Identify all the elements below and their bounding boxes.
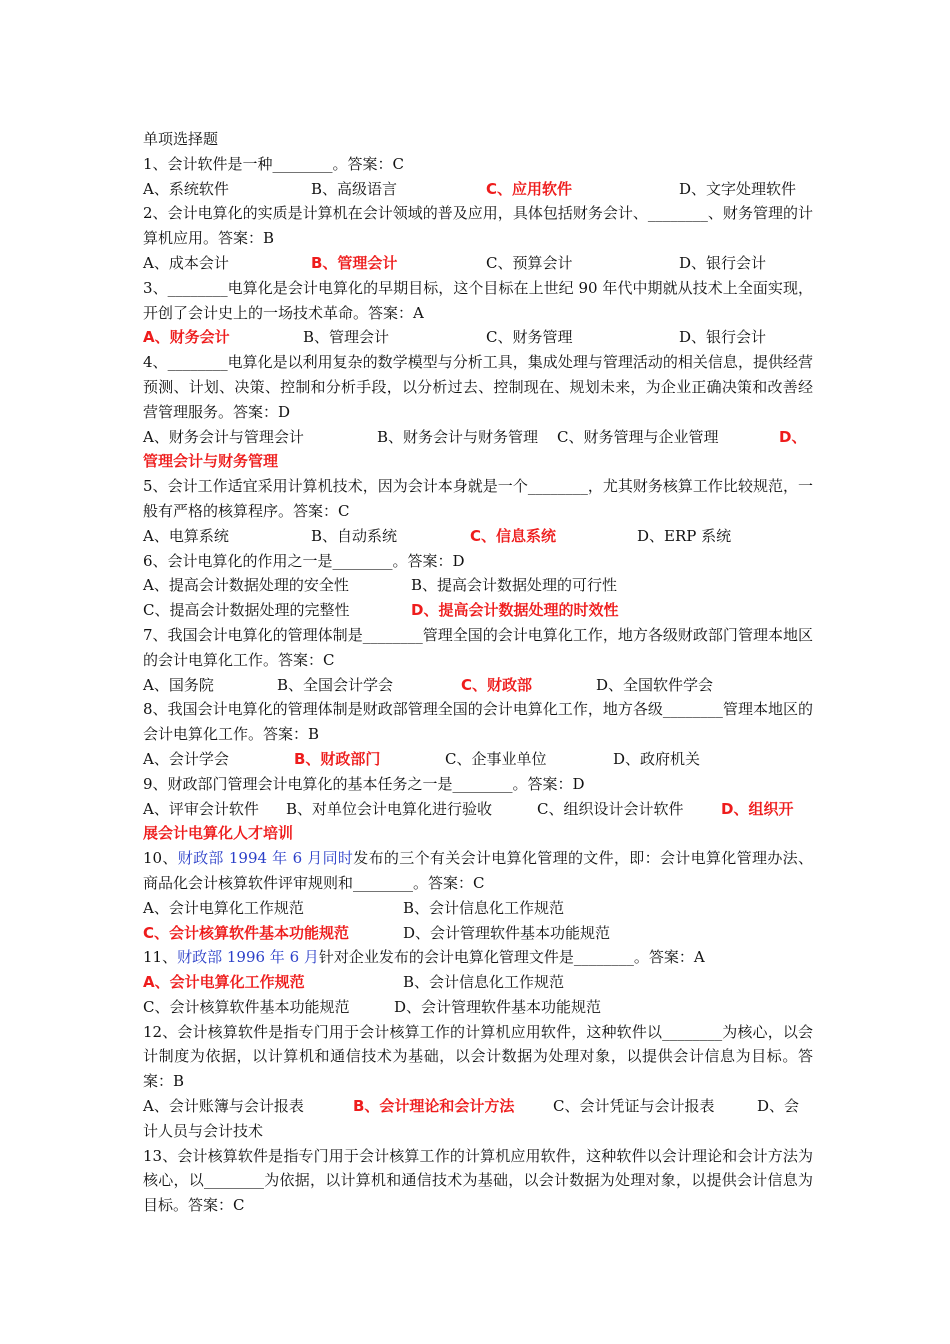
question-1-stem: 1、会计软件是一种________。答案：C bbox=[143, 154, 405, 173]
q10-option-d: D、会计管理软件基本功能规范 bbox=[403, 923, 611, 942]
question-10-options-row2 bbox=[143, 921, 813, 946]
q6-option-b: B、提高会计数据处理的可行性 bbox=[411, 576, 618, 595]
q8-option-d: D、政府机关 bbox=[613, 749, 701, 768]
q2-option-a: A、成本会计 bbox=[143, 253, 229, 272]
document-page bbox=[143, 127, 813, 1218]
q10-option-a: A、会计电算化工作规范 bbox=[143, 898, 304, 917]
question-2-options bbox=[143, 251, 813, 276]
q5-option-a: A、电算系统 bbox=[143, 526, 229, 545]
q3-option-a-answer: A、财务会计 bbox=[143, 328, 230, 347]
question-6-options-row1 bbox=[143, 573, 813, 598]
q3-option-c: C、财务管理 bbox=[486, 328, 573, 347]
question-5-options bbox=[143, 524, 813, 549]
question-10-options-row1 bbox=[143, 896, 813, 921]
q7-option-d: D、全国软件学会 bbox=[596, 675, 714, 694]
q7-option-a: A、国务院 bbox=[143, 675, 214, 694]
q8-option-b-answer: B、财政部门 bbox=[294, 749, 381, 768]
q9-option-c: C、组织设计会计软件 bbox=[537, 799, 684, 818]
question-1-options bbox=[143, 177, 813, 202]
question-6-stem: 6、会计电算化的作用之一是________。答案：D bbox=[143, 551, 465, 570]
q1-option-c-answer: C、应用软件 bbox=[486, 179, 573, 198]
q10-option-b: B、会计信息化工作规范 bbox=[403, 898, 565, 917]
question-3-stem: 3、________电算化是会计电算化的早期目标，这个目标在上世纪 90 年代中期就从技术上全面实现，开创了会计史上的一场技术革命。答案：A bbox=[143, 278, 813, 322]
question-7-stem: 7、我国会计电算化的管理体制是________管理全国的会计电算化工作，地方各级财政部门管理本地区的会计电算化工作。答案：C bbox=[143, 625, 813, 669]
q10-number: 10、 bbox=[143, 849, 178, 868]
q5-option-b: B、自动系统 bbox=[311, 526, 398, 545]
question-4-stem: 4、________电算化是以利用复杂的数学模型与分析工具，集成处理与管理活动的相关信息，提供经营预测、计划、决策、控制和分析手段，以分析过去、控制现在、规划未来，为企业正确决策和改善经营管理服务。答案：D bbox=[143, 353, 813, 421]
q6-option-c: C、提高会计数据处理的完整性 bbox=[143, 601, 350, 620]
q11-option-d: D、会计管理软件基本功能规范 bbox=[394, 997, 602, 1016]
question-11-options-row2 bbox=[143, 995, 813, 1020]
q7-option-c-answer: C、财政部 bbox=[461, 675, 533, 694]
question-8-stem: 8、我国会计电算化的管理体制是财政部管理全国的会计电算化工作，地方各级________管理本地区的会计电算化工作。答案：B bbox=[143, 700, 813, 744]
question-12-options bbox=[143, 1094, 813, 1119]
q11-option-b: B、会计信息化工作规范 bbox=[403, 973, 565, 992]
q11-highlight: 财政部 1996 年 6 月 bbox=[177, 948, 319, 967]
q10-highlight: 财政部 1994 年 6 月同时 bbox=[177, 849, 354, 868]
q8-option-c: C、企事业单位 bbox=[445, 749, 547, 768]
q9-option-d-answer-end: 展会计电算化人才培训 bbox=[143, 824, 294, 843]
q11-option-a-answer: A、会计电算化工作规范 bbox=[143, 973, 305, 992]
q12-option-d-start: D、会 bbox=[757, 1097, 800, 1116]
question-12-stem: 12、会计核算软件是指专门用于会计核算工作的计算机应用软件，这种软件以________为核心，以会计制度为依据，以计算机和通信技术为基础，以会计数据为处理对象，以提供会计信息为目标。答案：B bbox=[143, 1022, 813, 1091]
question-9-stem: 9、财政部门管理会计电算化的基本任务之一是________。答案：D bbox=[143, 774, 585, 793]
question-5-stem: 5、会计工作适宜采用计算机技术，因为会计本身就是一个________，尤其财务核算工作比较规范，一般有严格的核算程序。答案：C bbox=[143, 477, 813, 520]
question-6-options-row2 bbox=[143, 598, 813, 623]
q9-option-d-answer-start: D、组织开 bbox=[721, 799, 794, 818]
q5-option-d: D、ERP 系统 bbox=[637, 526, 732, 545]
question-7-options bbox=[143, 673, 813, 698]
question-10-stem bbox=[143, 846, 813, 896]
q4-option-d-answer-end: 管理会计与财务管理 bbox=[143, 452, 279, 471]
question-11-options-row1 bbox=[143, 970, 813, 995]
question-8-options bbox=[143, 747, 813, 772]
q11-option-c: C、会计核算软件基本功能规范 bbox=[143, 997, 350, 1016]
q9-option-b: B、对单位会计电算化进行验收 bbox=[286, 799, 493, 818]
q2-option-c: C、预算会计 bbox=[486, 253, 573, 272]
q2-option-d: D、银行会计 bbox=[679, 253, 767, 272]
q3-option-b: B、管理会计 bbox=[303, 328, 390, 347]
q2-option-b-answer: B、管理会计 bbox=[311, 253, 398, 272]
q11-text: 针对企业发布的会计电算化管理文件是________。答案：A bbox=[318, 948, 705, 967]
question-9-options bbox=[143, 797, 813, 822]
q4-option-a: A、财务会计与管理会计 bbox=[143, 427, 304, 446]
q6-option-a: A、提高会计数据处理的安全性 bbox=[143, 576, 349, 595]
q1-option-d: D、文字处理软件 bbox=[679, 179, 797, 198]
q4-option-d-answer-start: D、 bbox=[779, 427, 807, 446]
q5-option-c-answer: C、信息系统 bbox=[470, 526, 557, 545]
q9-option-a: A、评审会计软件 bbox=[143, 799, 259, 818]
q1-option-a: A、系统软件 bbox=[143, 179, 229, 198]
q12-option-d-end: 计人员与会计技术 bbox=[143, 1121, 264, 1140]
section-title: 单项选择题 bbox=[143, 130, 219, 148]
q11-number: 11、 bbox=[143, 948, 178, 967]
question-13-stem: 13、会计核算软件是指专门用于会计核算工作的计算机应用软件，这种软件以会计理论和会计方法为核心，以________为依据，以计算机和通信技术为基础，以会计数据为处理对象，以提供会计信息为目标。答案：C bbox=[143, 1146, 813, 1215]
q10-option-c-answer: C、会计核算软件基本功能规范 bbox=[143, 923, 350, 942]
question-2-stem: 2、会计电算化的实质是计算机在会计领域的普及应用，具体包括财务会计、________、财务管理的计算机应用。答案：B bbox=[143, 204, 813, 248]
q4-option-c: C、财务管理与企业管理 bbox=[557, 427, 719, 446]
question-3-options bbox=[143, 325, 813, 350]
question-11-stem bbox=[143, 945, 813, 970]
q6-option-d-answer: D、提高会计数据处理的时效性 bbox=[411, 601, 619, 620]
q7-option-b: B、全国会计学会 bbox=[277, 675, 394, 694]
q10-text: 发布的三个有关会计电算化管理的文件，即：会计电算化管理办法、商品化会计核算软件评审规则和________。答案：C bbox=[143, 849, 813, 892]
q4-option-b: B、财务会计与财务管理 bbox=[377, 427, 539, 446]
q12-option-b-answer: B、会计理论和会计方法 bbox=[353, 1097, 515, 1116]
q12-option-a: A、会计账簿与会计报表 bbox=[143, 1097, 304, 1116]
q8-option-a: A、会计学会 bbox=[143, 749, 229, 768]
q3-option-d: D、银行会计 bbox=[679, 328, 767, 347]
question-4-options bbox=[143, 425, 813, 450]
q1-option-b: B、高级语言 bbox=[311, 179, 398, 198]
q12-option-c: C、会计凭证与会计报表 bbox=[553, 1097, 715, 1116]
